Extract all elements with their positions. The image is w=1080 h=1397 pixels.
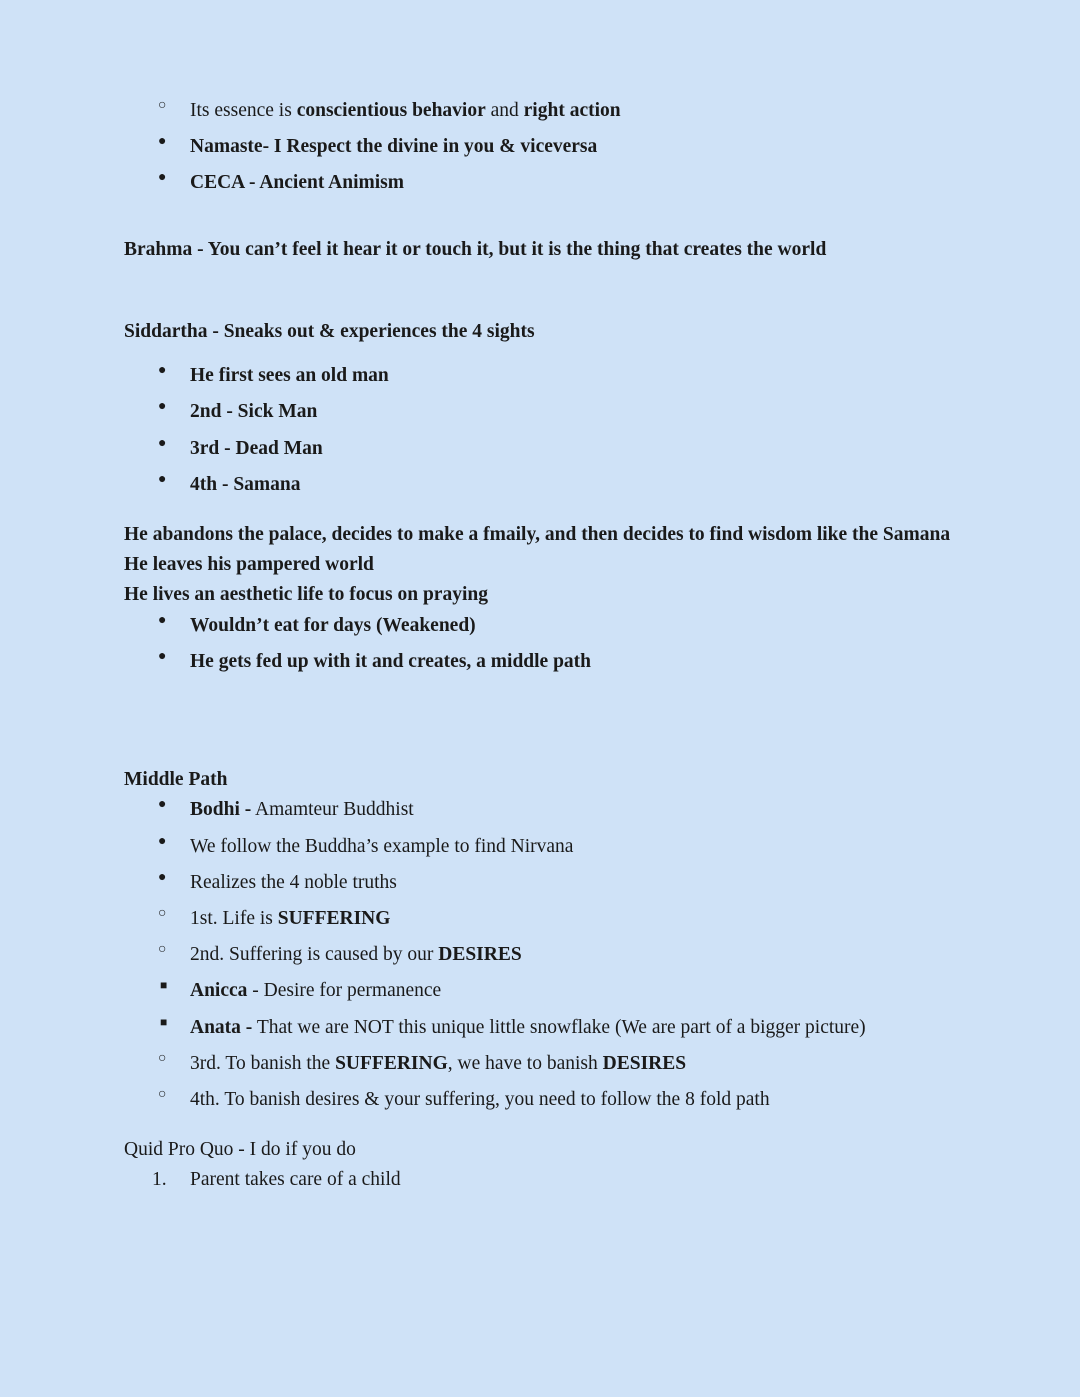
paragraph-brahma xyxy=(124,235,960,265)
text-segment: Wouldn’t eat for days (Weakened) xyxy=(190,614,476,636)
text-segment: He abandons the palace, decides to make a fmaily, and then decides to find wisdom like the Samana xyxy=(124,523,951,545)
list-item xyxy=(124,1165,960,1195)
list-item xyxy=(124,904,960,934)
list-middle-path xyxy=(124,795,960,898)
list-item xyxy=(124,832,960,862)
spacer xyxy=(124,1121,960,1135)
paragraph-abandons-palace xyxy=(124,520,960,550)
text-segment: 4th - Samana xyxy=(190,473,301,495)
list-item xyxy=(124,132,960,162)
spacer xyxy=(124,265,960,317)
paragraph-quid-pro-quo xyxy=(124,1135,960,1165)
text-segment: SUFFERING xyxy=(277,907,391,929)
list-essence xyxy=(124,96,960,126)
text-segment: He gets fed up with it and creates, a middle path xyxy=(190,650,592,672)
list-item xyxy=(124,1013,960,1043)
list-item xyxy=(124,434,960,464)
text-segment: 3rd - Dead Man xyxy=(190,437,323,459)
paragraph-aesthetic-life xyxy=(124,580,960,610)
text-segment: Amamteur Buddhist xyxy=(251,799,414,821)
spacer xyxy=(124,735,960,765)
heading-middle-path xyxy=(124,765,960,795)
text-segment: - Desire for permanence xyxy=(247,980,442,1002)
list-item xyxy=(124,361,960,391)
list-item xyxy=(124,795,960,825)
spacer xyxy=(124,506,960,520)
paragraph-leaves-world xyxy=(124,550,960,580)
text-segment: , we have to banish xyxy=(447,1052,603,1074)
list-item xyxy=(124,1049,960,1079)
text-segment: 2nd - Sick Man xyxy=(190,401,318,423)
text-segment: Siddartha - Sneaks out & experiences the 4 sights xyxy=(124,320,535,342)
text-segment: He first sees an old man xyxy=(190,365,389,387)
spacer xyxy=(124,205,960,235)
text-segment: Anata - xyxy=(190,1016,253,1038)
text-segment: CECA - Ancient Animism xyxy=(190,172,404,194)
list-noble-truths xyxy=(124,904,960,970)
list-ascetic-practices xyxy=(124,611,960,677)
text-segment: right action xyxy=(523,100,621,121)
list-item xyxy=(124,611,960,641)
text-segment: 2nd. Suffering is caused by our xyxy=(190,944,439,966)
text-segment: 1st. Life is xyxy=(190,907,278,929)
text-segment: That we are NOT this unique little snowflake (We are part of a bigger picture) xyxy=(252,1016,866,1038)
text-segment: Anicca xyxy=(190,980,248,1002)
list-item xyxy=(124,1085,960,1115)
list-item xyxy=(124,868,960,898)
text-segment: He lives an aesthetic life to focus on praying xyxy=(124,584,488,606)
text-segment: Parent takes care of a child xyxy=(190,1169,401,1191)
text-segment: SUFFERING xyxy=(335,1052,448,1074)
list-item xyxy=(124,940,960,970)
list-quid-pro-quo-examples xyxy=(124,1165,960,1195)
list-item xyxy=(124,168,960,198)
list-item xyxy=(124,647,960,677)
spacer xyxy=(124,683,960,735)
list-item xyxy=(124,470,960,500)
text-segment: and xyxy=(485,100,524,121)
list-item xyxy=(124,397,960,427)
paragraph-siddartha xyxy=(124,317,960,347)
text-segment: We follow the Buddha’s example to find Nirvana xyxy=(190,835,574,857)
text-segment: Namaste- I Respect the divine in you & viceversa xyxy=(190,136,598,158)
list-noble-truths-cont xyxy=(124,1049,960,1115)
text-segment: Realizes the 4 noble truths xyxy=(190,871,397,893)
text-segment: Its essence is xyxy=(190,100,297,121)
text-segment: Middle Path xyxy=(124,769,228,791)
text-segment: Bodhi - xyxy=(190,799,252,821)
list-item xyxy=(124,976,960,1006)
text-segment: conscientious behavior xyxy=(296,100,486,121)
list-anicca-anata xyxy=(124,976,960,1042)
text-segment: He leaves his pampered world xyxy=(124,554,374,576)
list-namaste-ceca xyxy=(124,132,960,198)
text-segment: 3rd. To banish the xyxy=(190,1052,336,1074)
list-four-sights xyxy=(124,361,960,500)
text-segment: DESIRES xyxy=(602,1052,687,1074)
list-item xyxy=(124,96,960,126)
text-segment: Brahma - You can’t feel it hear it or touch it, but it is the thing that creates the world xyxy=(124,238,827,260)
text-segment: Quid Pro Quo - I do if you do xyxy=(124,1139,356,1161)
text-segment: 4th. To banish desires & your suffering, you need to follow the 8 fold path xyxy=(190,1089,770,1111)
spacer xyxy=(124,347,960,361)
document-body xyxy=(124,96,960,1196)
text-segment: DESIRES xyxy=(438,944,522,966)
